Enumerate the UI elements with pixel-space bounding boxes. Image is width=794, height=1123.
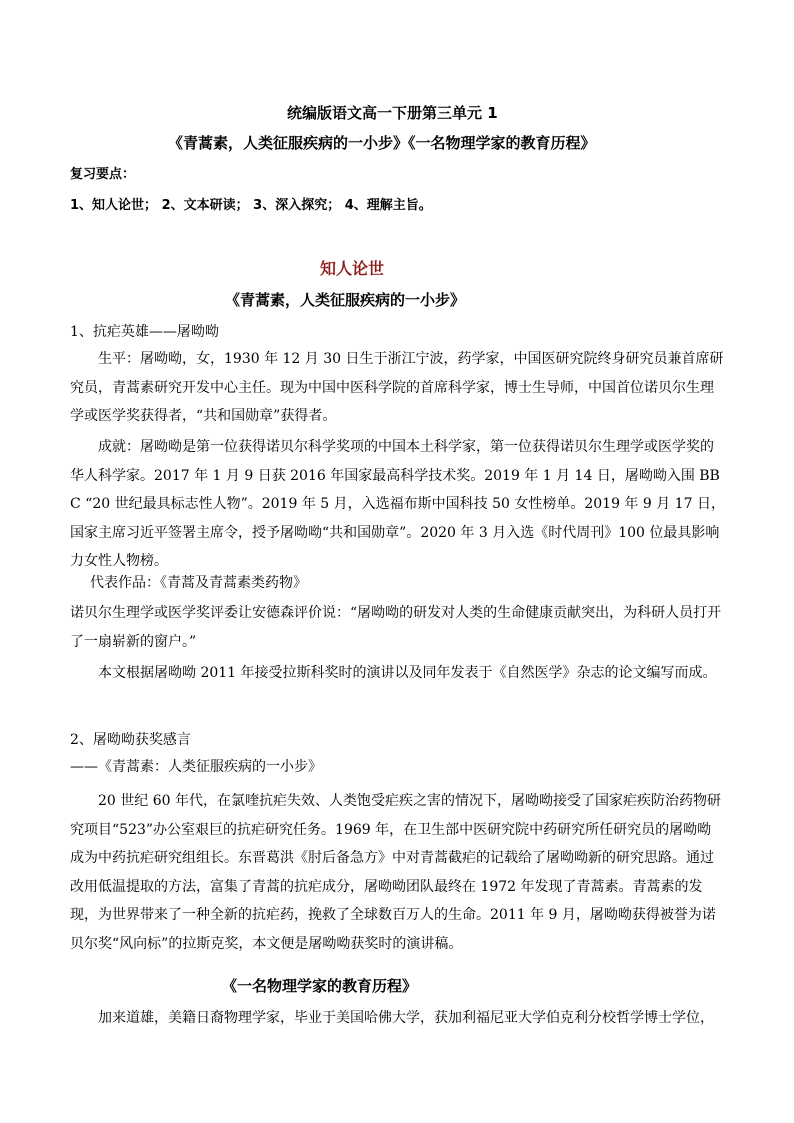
item1-heading: 1、抗疟英雄——屠呦呦 — [70, 324, 219, 340]
item2-heading: 2、屠呦呦获奖感言 — [70, 732, 191, 748]
doc-title: 统编版语文高一下册第三单元 1 — [287, 104, 498, 122]
works-line: 代表作品：《青蒿及青蒿素类药物》 — [90, 575, 307, 591]
doc-subtitle: 《青蒿素，人类征服疾病的一小步》《一名物理学家的教育历程》 — [168, 134, 596, 152]
section-heading: 知人论世 — [320, 259, 385, 278]
achievement-paragraph: 成就：屠呦呦是第一位获得诺贝尔科学奖项的中国本土科学家，第一位获得诺贝尔生理学或医学奖的华人科学家。2017 年 1 月 9 日获 2016 年国家最高科学技术奖。2019 年 1 月 14 日，屠呦呦入围 BBC “20 世纪最具标志性人物”。2019 年 5 月，入选福布斯中国科技 50 女性榜单。2019 年 9 月 17 日，国家主席习近平签署主席令，授予屠呦呦“共和国勋章”。2020 年 3 月入选《时代周刊》100 位最具影响力女性人物榜。 — [70, 439, 725, 569]
sub-heading-1: 《青蒿素，人类征服疾病的一小步》 — [225, 291, 466, 309]
speech-paragraph: 20 世纪 60 年代，在氯喹抗疟失效、人类饱受疟疾之害的情况下，屠呦呦接受了国家疟疾防治药物研究项目“523”办公室艰巨的抗疟研究任务。1969 年，在卫生部中医研究院中药研究所任研究员的屠呦呦成为中药抗疟研究组组长。东晋葛洪《肘后备急方》中对青蒿截疟的记载给了屠呦呦新的研究思路。通过改用低温提取的方法，富集了青蒿的抗疟成分，屠呦呦团队最终在 1972 年发现了青蒿素。青蒿素的发现，为世界带来了一种全新的抗疟药，挽救了全球数百万人的生命。2011 年 9 月，屠呦呦获得被誉为诺贝尔奖“风向标”的拉斯克奖，本文便是屠呦呦获奖时的演讲稿。 — [70, 793, 721, 952]
item2-subtitle: ——《青蒿素：人类征服疾病的一小步》 — [70, 759, 322, 775]
nobel-paragraph: 诺贝尔生理学或医学奖评委让安德森评价说：“屠呦呦的研发对人类的生命健康贡献突出，为科研人员打开了一扇崭新的窗户。” — [70, 605, 722, 650]
review-label: 复习要点： — [70, 167, 136, 182]
last-paragraph: 加来道雄，美籍日裔物理学家，毕业于美国哈佛大学，获加利福尼亚大学伯克利分校哲学博士学位， — [98, 1010, 714, 1026]
review-items: 1、知人论世； 2、文本研读； 3、深入探究； 4、理解主旨。 — [70, 198, 432, 213]
sub-heading-2: 《一名物理学家的教育历程》 — [222, 977, 418, 995]
source-paragraph: 本文根据屠呦呦 2011 年接受拉斯科奖时的演讲以及同年发表于《自然医学》杂志的论文编写而成。 — [98, 665, 717, 681]
life-paragraph: 生平：屠呦呦，女，1930 年 12 月 30 日生于浙江宁波，药学家，中国医研究院终身研究员兼首席研究员，青蒿素研究开发中心主任。现为中国中医科学院的首席科学家，博士生导师，中国首位诺贝尔生理学或医学奖获得者，“共和国勋章”获得者。 — [70, 351, 724, 424]
